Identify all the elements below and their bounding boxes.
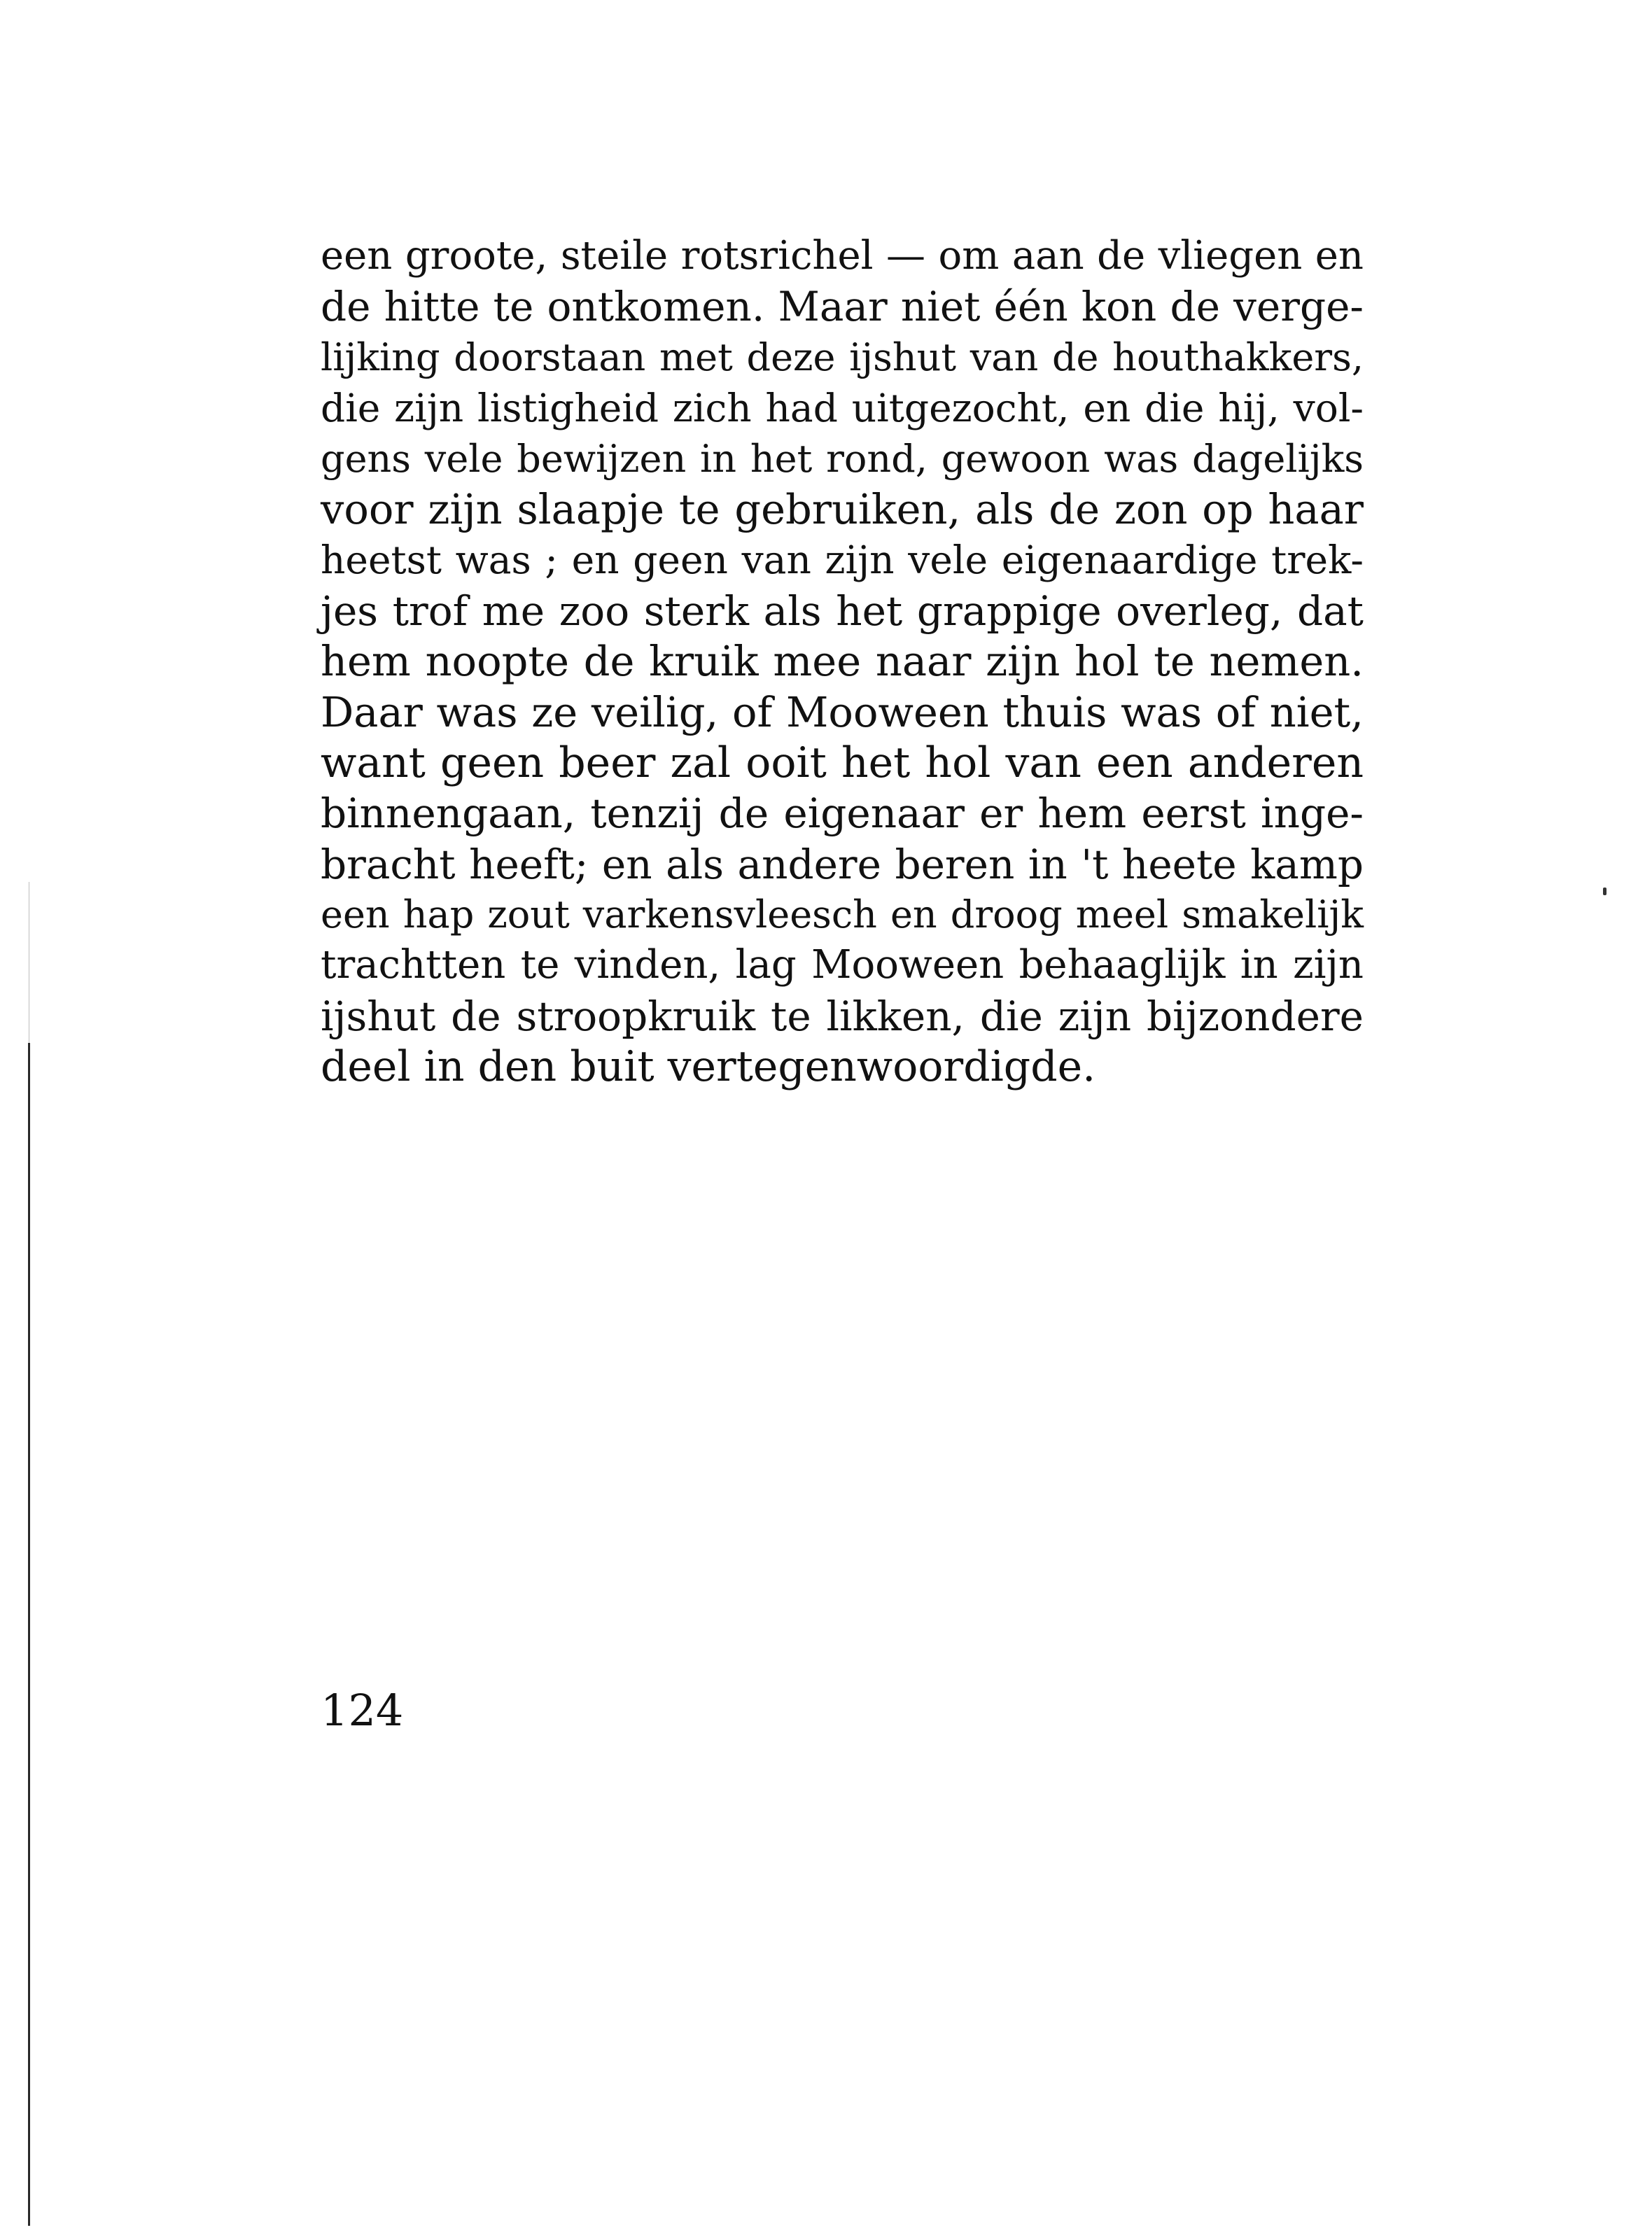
text-line-12: binnengaan, tenzij de eigenaar er hem eerst inge- (321, 790, 1364, 838)
text-line-7: heetst was ; en geen van zijn vele eigenaardige trek- (321, 538, 1364, 583)
page-number: 124 (321, 1685, 404, 1736)
text-line-3: lijking doorstaan met deze ijshut van de houthakkers, (321, 335, 1364, 379)
text-line-2: de hitte te ontkomen. Maar niet één kon de verge- (321, 283, 1364, 331)
ink-speck (1603, 888, 1606, 895)
text-line-6: voor zijn slaapje te gebruiken, als de zon op haar (321, 484, 1364, 533)
text-line-5: gens vele bewijzen in het rond, gewoon was dagelijks (321, 436, 1364, 481)
text-line-14: een hap zout varkensvleesch en droog meel smakelijk (321, 892, 1364, 937)
binding-edge (28, 1043, 30, 2226)
text-line-10: Daar was ze veilig, of Mooween thuis was of niet, (321, 687, 1364, 736)
text-line-16: ijshut de stroopkruik te likken, die zijn bijzondere (321, 992, 1364, 1040)
text-line-4: die zijn listigheid zich had uitgezocht, en die hij, vol- (321, 386, 1364, 431)
text-line-8: jes trof me zoo sterk als het grappige overleg, dat (321, 587, 1364, 635)
text-line-11: want geen beer zal ooit het hol van een anderen (321, 738, 1364, 787)
text-line-13: bracht heeft; en als andere beren in 't heete kamp (321, 840, 1364, 888)
body-text (321, 231, 1364, 1093)
text-line-9: hem noopte de kruik mee naar zijn hol te nemen. (321, 637, 1364, 686)
text-line-1: een groote, steile rotsrichel — om aan de vliegen en (321, 233, 1364, 279)
text-line-15: trachtten te vinden, lag Mooween behaaglijk in zijn (321, 942, 1364, 988)
text-line-17: deel in den buit vertegenwoordigde. (321, 1042, 1096, 1092)
